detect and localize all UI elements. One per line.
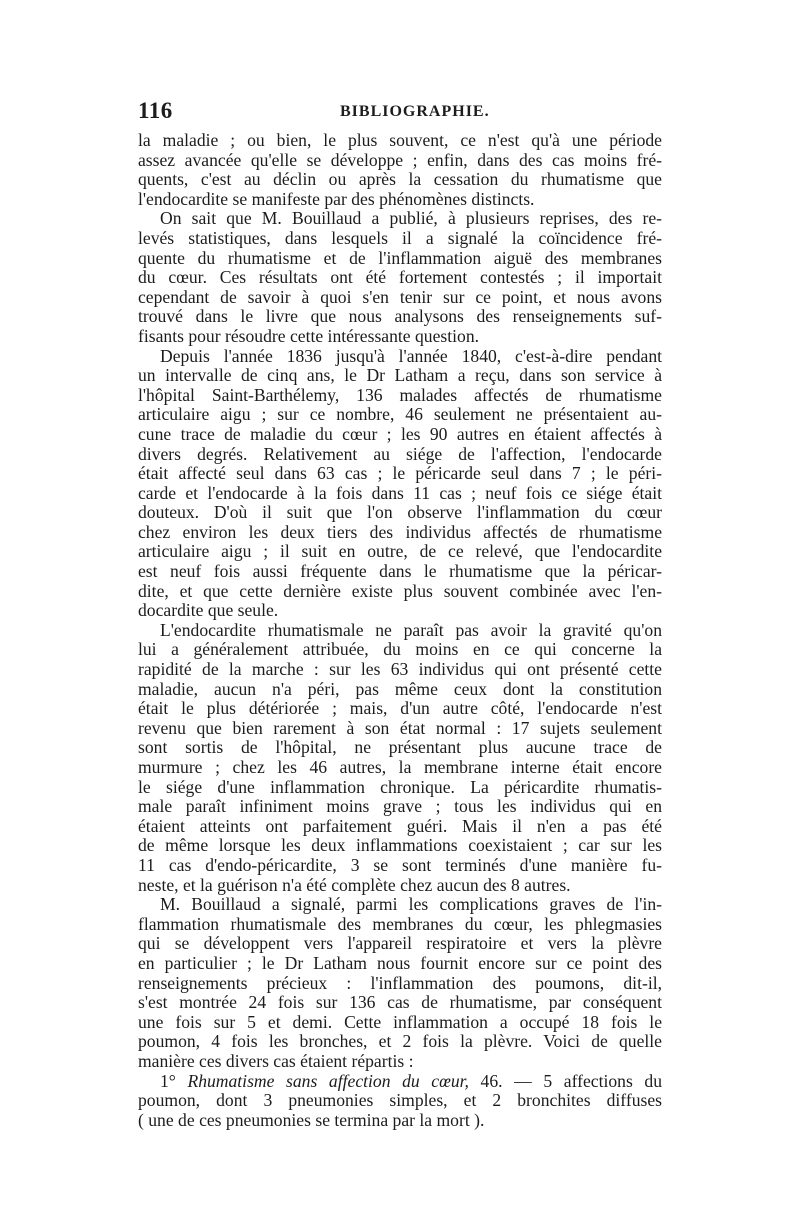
text-line: carde et l'endocarde à la fois dans 11 cas ; neuf fois ce siége était bbox=[138, 483, 662, 503]
italic-title: Rhumatisme sans affection du cœur, bbox=[187, 1071, 469, 1091]
text-line bbox=[138, 1072, 662, 1092]
text-line: fisants pour résoudre cette intéressante question. bbox=[138, 326, 480, 346]
text-line: murmure ; chez les 46 autres, la membrane interne était encore bbox=[138, 758, 662, 777]
text-line: sont sortis de l'hôpital, ne présentant plus aucune trace de bbox=[138, 738, 662, 758]
text-line: L'endocardite rhumatismale ne paraît pas avoir la gravité qu'on bbox=[160, 620, 662, 640]
text-line: flammation rhumatismale des membranes du cœur, les phlegmasies bbox=[138, 914, 662, 934]
text-line: neste, et la guérison n'a été complète chez aucun des 8 autres. bbox=[138, 875, 571, 895]
text-line: poumon, dont 3 pneumonies simples, et 2 bronchites diffuses bbox=[138, 1091, 662, 1111]
text-line-rest: 46. — 5 affections du bbox=[468, 1071, 662, 1091]
text-line: en particulier ; le Dr Latham nous fournit encore sur ce point des bbox=[138, 953, 662, 973]
body-text bbox=[138, 131, 662, 1130]
text-line: dite, et que cette dernière existe plus souvent combinée avec l'en- bbox=[138, 581, 662, 601]
text-line: s'est montrée 24 fois sur 136 cas de rhumatisme, par conséquent bbox=[138, 993, 662, 1013]
text-line-prefix: 1° bbox=[160, 1071, 188, 1091]
text-line: une fois sur 5 et demi. Cette inflammation a occupé 18 fois le bbox=[138, 1012, 662, 1032]
text-line: quents, c'est au déclin ou après la cessation du rhumatisme que bbox=[138, 170, 662, 190]
text-line: la maladie ; ou bien, le plus souvent, ce n'est qu'à une période bbox=[138, 131, 662, 150]
text-line: cependant de savoir à quoi s'en tenir sur ce point, et nous avons bbox=[138, 287, 662, 307]
running-head: BIBLIOGRAPHIE. bbox=[340, 103, 490, 120]
text-line: levés statistiques, dans lesquels il a signalé la coïncidence fré- bbox=[138, 228, 662, 248]
text-line: du cœur. Ces résultats ont été fortement contestés ; il importait bbox=[138, 268, 662, 288]
text-line: l'endocardite se manifeste par des phénomènes distincts. bbox=[138, 189, 535, 209]
text-line: docardite que seule. bbox=[138, 601, 279, 621]
text-line: ( une de ces pneumonies se termina par la mort ). bbox=[138, 1110, 485, 1130]
text-line: étaient atteints ont parfaitement guéri. Mais il n'en a pas été bbox=[138, 816, 662, 836]
text-line: Depuis l'année 1836 jusqu'à l'année 1840, c'est-à-dire pendant bbox=[160, 346, 662, 366]
text-line: On sait que M. Bouillaud a publié, à plusieurs reprises, des re- bbox=[160, 209, 662, 229]
text-line: cune trace de maladie du cœur ; les 90 autres en étaient affectés à bbox=[138, 424, 662, 444]
text-line: quente du rhumatisme et de l'inflammation aiguë des membranes bbox=[138, 248, 662, 268]
text-line: qui se développent vers l'appareil respiratoire et vers la plèvre bbox=[138, 934, 662, 954]
text-line: chez environ les deux tiers des individus affectés de rhumatisme bbox=[138, 522, 662, 542]
text-line: maladie, aucun n'a péri, pas même ceux dont la constitution bbox=[138, 679, 662, 699]
text-line: un intervalle de cinq ans, le Dr Latham a reçu, dans son service à bbox=[138, 366, 662, 386]
text-line: est neuf fois aussi fréquente dans le rhumatisme que la péricar- bbox=[138, 562, 662, 582]
text-line: était affecté seul dans 63 cas ; le péricarde seul dans 7 ; le péri- bbox=[138, 464, 662, 484]
text-line: renseignements précieux : l'inflammation des poumons, dit-il, bbox=[138, 973, 662, 993]
text-line: de même lorsque les deux inflammations coexistaient ; car sur les bbox=[138, 836, 662, 856]
page-header bbox=[138, 98, 662, 124]
text-line: trouvé dans le livre que nous analysons des renseignements suf- bbox=[138, 307, 662, 327]
text-line: l'hôpital Saint-Barthélemy, 136 malades affectés de rhumatisme bbox=[138, 385, 662, 405]
text-line: articulaire aigu ; sur ce nombre, 46 seulement ne présentaient au- bbox=[138, 405, 662, 425]
text-line: articulaire aigu ; il suit en outre, de ce relevé, que l'endocardite bbox=[138, 542, 662, 562]
text-line: revenu que bien rarement à son état normal : 17 sujets seulement bbox=[138, 718, 662, 738]
text-line: était le plus détériorée ; mais, d'un autre côté, l'endocarde n'est bbox=[138, 699, 662, 719]
text-line: assez avancée qu'elle se développe ; enfin, dans des cas moins fré- bbox=[138, 150, 662, 170]
text-line: douteux. D'où il suit que l'on observe l'inflammation du cœur bbox=[138, 503, 662, 523]
text-line: poumon, 4 fois les bronches, et 2 fois la plèvre. Voici de quelle bbox=[138, 1032, 662, 1052]
page-number: 116 bbox=[138, 98, 173, 123]
text-line: M. Bouillaud a signalé, parmi les complications graves de l'in- bbox=[160, 895, 662, 915]
text-line: le siége d'une inflammation chronique. La péricardite rhumatis- bbox=[138, 777, 662, 797]
text-line: divers degrés. Relativement au siége de l'affection, l'endocarde bbox=[138, 444, 662, 464]
text-line: male paraît infiniment moins grave ; tous les individus qui en bbox=[138, 797, 662, 817]
text-line: manière ces divers cas étaient répartis : bbox=[138, 1051, 414, 1071]
text-line: lui a généralement attribuée, du moins en ce qui concerne la bbox=[138, 640, 662, 660]
text-line: 11 cas d'endo-péricardite, 3 se sont terminés d'une manière fu- bbox=[138, 855, 662, 875]
text-line: rapidité de la marche : sur les 63 individus qui ont présenté cette bbox=[138, 660, 662, 680]
